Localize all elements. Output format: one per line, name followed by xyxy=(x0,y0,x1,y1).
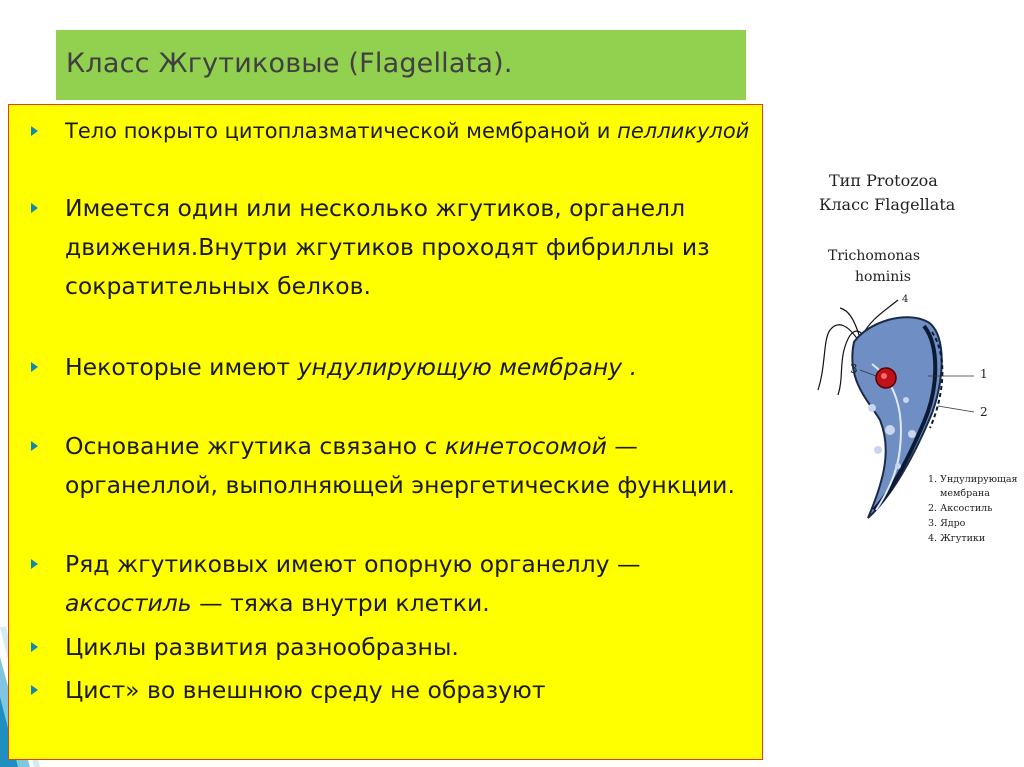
bullet-arrow-icon xyxy=(31,126,38,136)
bullet-term: пелликулой xyxy=(617,119,750,143)
bullet-text xyxy=(65,628,751,667)
figure-marker-2: 2 xyxy=(980,405,988,419)
figure-marker-3: 3 xyxy=(850,362,858,376)
bullet-text xyxy=(65,189,751,306)
bullet-text-run: — органеллой, выполняющей энергетические функции. xyxy=(65,432,735,499)
figure-legend-line: 4. Жгутики xyxy=(928,533,986,544)
bullet-term: ундулирующую мембрану . xyxy=(297,353,638,381)
bullet-text xyxy=(65,671,751,710)
bullet-text-run: Ряд жгутиковых имеют опорную органеллу — xyxy=(65,550,641,578)
bullet-text-run: — тяжа внутри клетки. xyxy=(191,589,490,617)
figure-marker-4: 4 xyxy=(902,294,909,305)
bullet-arrow-icon xyxy=(31,559,38,569)
bullet-item xyxy=(31,117,751,146)
bullet-term: кинетосомой xyxy=(444,432,607,460)
slide-title: Класс Жгутиковые (Flagellata). xyxy=(66,48,513,79)
bullet-text xyxy=(65,348,751,387)
bullet-text-run: Тело покрыто цитоплазматической мембраной и xyxy=(65,119,618,143)
bullet-text-run: Цист» во внешнюю среду не образуют xyxy=(65,676,546,704)
bullet-term: аксостиль xyxy=(65,589,192,617)
bullet-text xyxy=(65,427,751,505)
content-box xyxy=(8,104,763,760)
bullet-text-run: Основание жгутика связано с xyxy=(65,432,445,460)
bullet-arrow-icon xyxy=(31,203,38,213)
figure-marker-1: 1 xyxy=(980,367,988,381)
bullet-text-run: Циклы развития разнообразны. xyxy=(65,633,459,661)
bullet-arrow-icon xyxy=(31,642,38,652)
figure-heading-line1: Тип Protozoa xyxy=(829,171,938,190)
bullet-item xyxy=(31,671,751,710)
figure-species-line1: Trichomonas xyxy=(828,248,921,264)
figure-legend-line: 3. Ядро xyxy=(928,518,966,529)
title-bar xyxy=(56,30,746,100)
bullet-item xyxy=(31,427,751,505)
figure-species-line2: hominis xyxy=(855,269,911,285)
bullet-item xyxy=(31,545,751,623)
bullet-item xyxy=(31,628,751,667)
trichomonas-figure xyxy=(788,150,1018,570)
figure-legend-line: мембрана xyxy=(940,488,990,499)
figure-legend-line: 2. Аксостиль xyxy=(928,503,993,514)
cell-body-drawing xyxy=(852,317,942,518)
bullet-arrow-icon xyxy=(31,685,38,695)
bullet-item xyxy=(31,348,751,387)
bullet-text-run: Имеется один или несколько жгутиков, органелл движения.Внутри жгутиков проходят фибриллы из сократительных белков. xyxy=(65,194,710,300)
bullet-item xyxy=(31,189,751,306)
bullet-text-run: Некоторые имеют xyxy=(65,353,298,381)
bullet-arrow-icon xyxy=(31,362,38,372)
bullet-arrow-icon xyxy=(31,441,38,451)
bullet-text xyxy=(65,117,751,146)
bullet-text xyxy=(65,545,751,623)
figure-legend-line: 1. Ундулирующая xyxy=(928,474,1018,485)
figure-heading-line2: Класс Flagellata xyxy=(819,195,956,214)
